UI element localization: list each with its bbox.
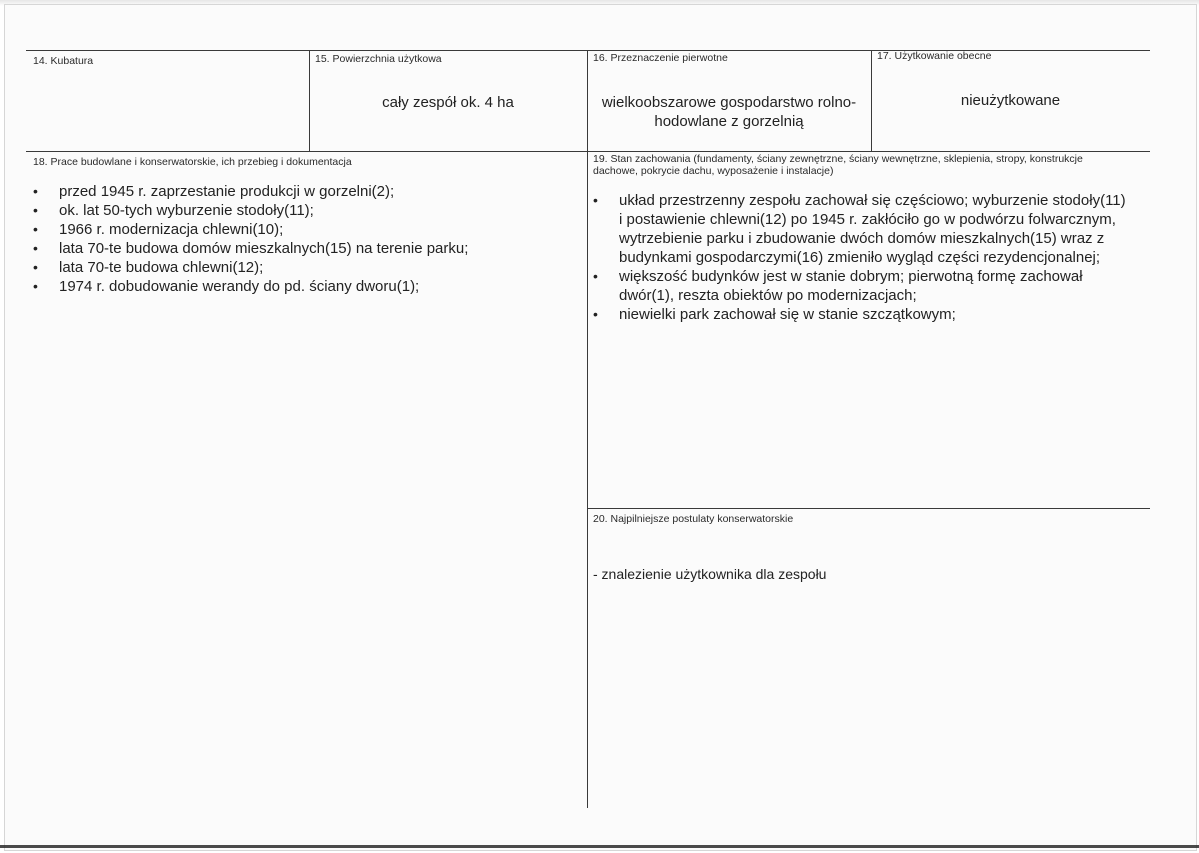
form-sheet [4,4,1197,851]
field-16-label: 16. Przeznaczenie pierwotne [593,52,728,64]
field-16-value-line-2: hodowlane z gorzelnią [654,113,804,130]
field-20-value: - znalezienie użytkownika dla zespołu [593,566,827,582]
field-14-label: 14. Kubatura [33,55,94,67]
list-item: • ok. lat 50-tych wyburzenie stodoły(11); [33,201,583,220]
field-19-label: 19. Stan zachowania (fundamenty, ściany zewnętrzne, ściany wewnętrzne, sklepienia, stropy, konstrukcje dachowe, pokrycie dachu, wyposażenie i instalacje) [593,153,1083,177]
field-16-value-line-1: wielkoobszarowe gospodarstwo rolno- [601,94,857,111]
list-item: • lata 70-te budowa domów mieszkalnych(15) na terenie parku; [33,239,583,258]
field-18-list [33,182,583,296]
row1-bottom-border [26,151,1150,152]
field-19-list [593,191,1133,324]
field-16-value [587,93,871,131]
list-item: • przed 1945 r. zaprzestanie produkcji w gorzelni(2); [33,182,583,201]
list-item: • układ przestrzenny zespołu zachował się częściowo; wyburzenie stodoły(11) i postawienie chlewni(12) po 1945 r. zakłóciło go w podwórzu folwarcznym, wytrzebienie parku i zbudowanie dwóch domów mieszkalnych(15) wraz z budynkami gospodarczymi(16) zmieniło wygląd części rezydencjonalnej; [593,191,1133,267]
f19-f20-divider [587,508,1150,509]
list-item: • 1966 r. modernizacja chlewni(10); [33,220,583,239]
field-15-label: 15. Powierzchnia użytkowa [315,53,442,65]
list-item: • lata 70-te budowa chlewni(12); [33,258,583,277]
field-20-label: 20. Najpilniejsze postulaty konserwatorskie [593,513,794,525]
list-item: • niewielki park zachował się w stanie szczątkowym; [593,305,1133,324]
field-17-value: nieużytkowane [960,92,1061,109]
list-item: • 1974 r. dobudowanie werandy do pd. ściany dworu(1); [33,277,583,296]
list-item: • większość budynków jest w stanie dobrym; pierwotną formę zachował dwór(1), reszta obiektów po modernizacjach; [593,267,1133,305]
field-17-label: 17. Użytkowanie obecne [877,50,992,62]
field-18-label: 18. Prace budowlane i konserwatorskie, ich przebieg i dokumentacja [33,156,352,168]
scan-bottom-edge [0,845,1199,848]
divider-15-16 [587,50,588,808]
field-15-value: cały zespół ok. 4 ha [382,94,514,111]
